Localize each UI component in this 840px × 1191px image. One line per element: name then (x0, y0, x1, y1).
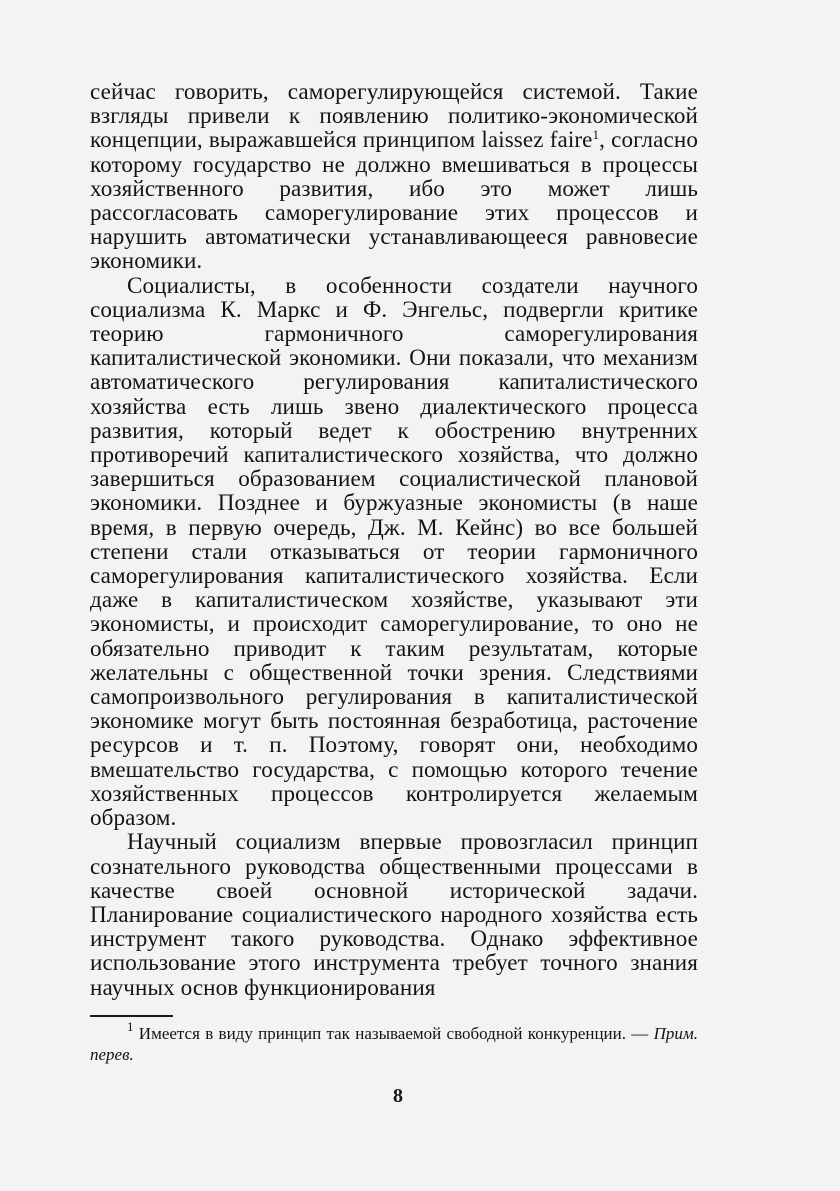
footnote-text: Имеется в виду принцип так называемой свободной конкуренции. — (133, 1024, 654, 1043)
footnote-reference: 1 (592, 127, 600, 143)
paragraph-3: Научный социализм впервые провозгласил принцип сознательного руководства общественными процессами в качестве своей основной исторической задачи. Планирование социалистического народного хозяйства есть инструмент такого руководства. Однако эффективное использование этого инструмента требует точного знания научных основ функционирования (90, 828, 698, 1000)
footnote-divider (90, 1015, 173, 1017)
page-number: 8 (393, 1085, 403, 1107)
footnote-note-label: Прим. перев. (90, 1024, 698, 1064)
footnote (90, 1019, 698, 1065)
footnote-marker: 1 (127, 1019, 134, 1034)
body-text (90, 79, 698, 999)
paragraph-1-text-b: , согласно которому государство не должно вмешиваться в процессы хозяйственного развития, ибо это может лишь рассогласовать саморегулирование этих процессов и нарушить автоматически устанавливающееся равновесие экономики. (90, 126, 698, 274)
paragraph-2: Социалисты, в особенности создатели научного социализма К. Маркс и Ф. Энгельс, подвергли критике теорию гармоничного саморегулирования капиталистической экономики. Они показали, что механизм автоматического регулирования капиталистического хозяйства есть лишь звено диалектического процесса развития, который ведет к обострению внутренних противоречий капиталистического хозяйства, что должно завершиться образованием социалистической плановой экономики. Позднее и буржуазные экономисты (в наше время, в первую очередь, Дж. М. Кейнс) во все большей степени стали отказываться от теории гармоничного саморегулирования капиталистического хозяйства. Если даже в капиталистическом хозяйстве, указывают эти экономисты, и происходит саморегулирование, то оно не обязательно приводит к таким результатам, которые желательны с общественной точки зрения. Следствиями самопроизвольного регулирования в капиталистической экономике могут быть постоянная безработица, расточение ресурсов и т. п. Поэтому, говорят они, необходимо вмешательство государства, с помощью которого течение хозяйственных процессов контролируется желаемым образом. (90, 271, 698, 831)
paragraph-1-text-a: сейчас говорить, саморегулирующейся системой. Такие взгляды привели к появлению политико-экономической концепции, выражавшейся принципом laissez faire (90, 78, 698, 153)
paragraph-1 (90, 79, 698, 273)
